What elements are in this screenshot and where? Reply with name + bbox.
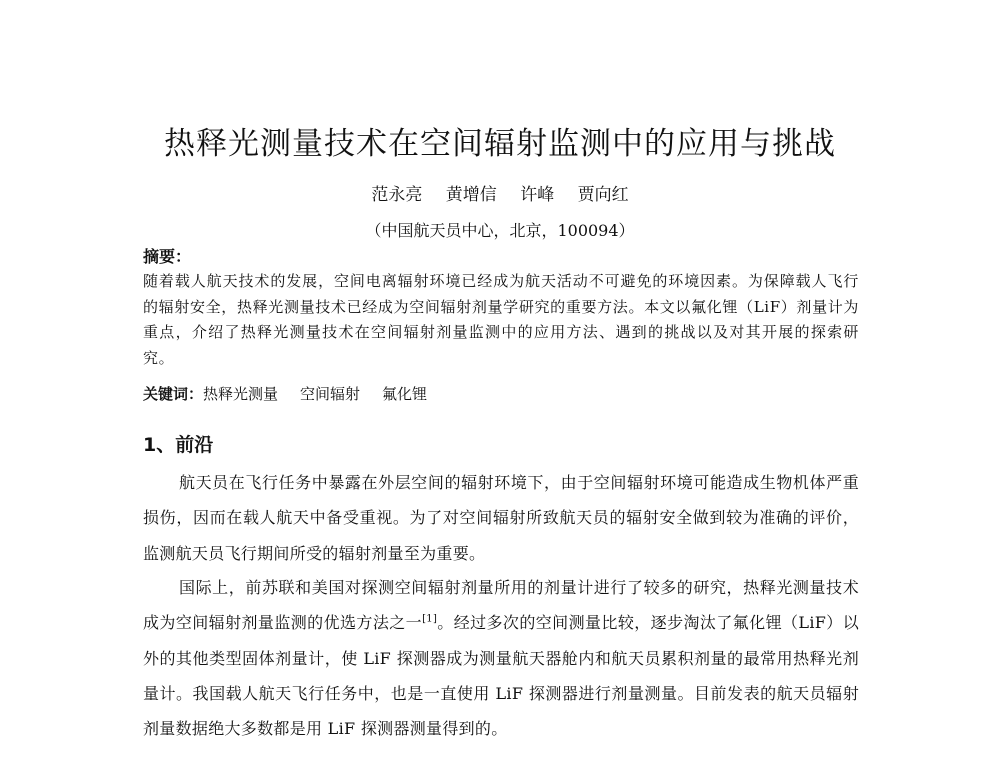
abstract-heading: 摘要： bbox=[143, 247, 192, 266]
keyword: 氟化锂 bbox=[382, 385, 428, 403]
keyword: 热释光测量 bbox=[203, 385, 279, 403]
paragraph-text: 国际上，前苏联和美国对探测空间辐射剂量所用的剂量计进行了较多的研究，热释光测量技术成为空间辐射剂量监测的优选方法之一 bbox=[143, 578, 859, 633]
paragraph-text: 。经过多次的空间测量比较，逐步淘汰了氟化锂（LiF）以外的其他类型固体剂量计，使 LiF 探测器成为测量航天器舱内和航天员累积剂量的最常用热释光剂量计。我国载人航天飞行任务中，也是一直使用 LiF 探测器进行剂量测量。目前发表的航天员辐射剂量数据绝大多数都是用 LiF 探测器测量得到的。 bbox=[143, 613, 859, 739]
author-name: 贾向红 bbox=[577, 185, 629, 205]
section-heading: 1、前沿 bbox=[143, 434, 214, 456]
body-paragraph bbox=[143, 570, 859, 746]
author-name: 范永亮 bbox=[371, 185, 423, 205]
citation-ref: [1] bbox=[422, 613, 438, 625]
author-name: 许峰 bbox=[520, 185, 555, 205]
keywords-label: 关键词： bbox=[143, 385, 204, 403]
keywords-line bbox=[143, 383, 449, 404]
author-list bbox=[0, 180, 1000, 205]
paper-title: 热释光测量技术在空间辐射监测中的应用与挑战 bbox=[164, 126, 836, 162]
keyword: 空间辐射 bbox=[300, 385, 361, 403]
affiliation: （中国航天员中心，北京，100094） bbox=[365, 221, 635, 240]
author-name: 黄增信 bbox=[445, 185, 497, 205]
body-paragraph: 航天员在飞行任务中暴露在外层空间的辐射环境下，由于空间辐射环境可能造成生物机体严重损伤，因而在载人航天中备受重视。为了对空间辐射所致航天员的辐射安全做到较为准确的评价，监测航天员飞行期间所受的辐射剂量至为重要。 bbox=[143, 473, 859, 563]
abstract-text: 随着载人航天技术的发展，空间电离辐射环境已经成为航天活动不可避免的环境因素。为保障载人飞行的辐射安全，热释光测量技术已经成为空间辐射剂量学研究的重要方法。本文以氟化锂（LiF）剂量计为重点，介绍了热释光测量技术在空间辐射剂量监测中的应用方法、遇到的挑战以及对其开展的探索研究。 bbox=[143, 272, 859, 367]
